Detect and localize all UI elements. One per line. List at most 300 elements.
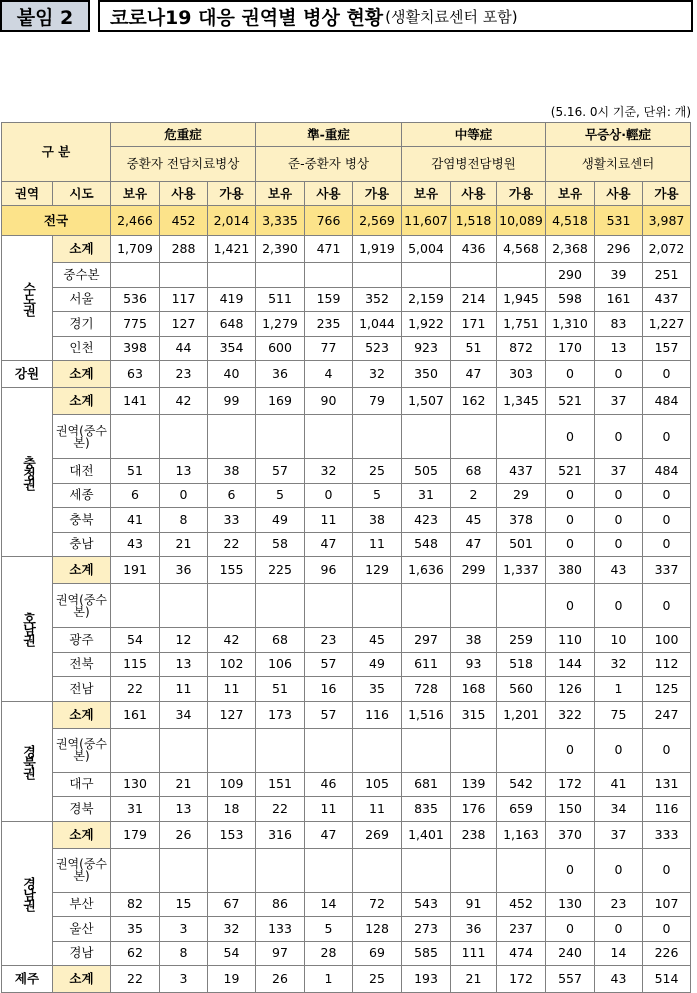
table-cell: 31 [402,483,451,508]
table-cell: 378 [497,508,546,533]
table-cell: 40 [208,361,256,388]
table-cell: 6 [208,483,256,508]
table-cell: 0 [643,917,691,942]
sido-label: 세종 [53,483,111,508]
table-cell [497,848,546,892]
facility-header: 감염병전담병원 [402,147,546,182]
table-cell [451,848,497,892]
table-cell: 57 [305,652,353,677]
table-cell: 23 [595,892,643,917]
table-cell: 49 [353,652,402,677]
subtotal-row [2,701,691,728]
table-cell: 316 [256,821,305,848]
title-box [98,0,693,32]
table-row [2,415,691,459]
table-cell: 337 [643,557,691,584]
table-cell [160,415,208,459]
table-cell [160,584,208,628]
table-cell: 90 [305,388,353,415]
table-cell: 333 [643,821,691,848]
metric-header: 사용 [451,182,497,206]
table-cell: 16 [305,677,353,702]
table-cell: 2,390 [256,236,305,263]
table-cell: 22 [208,532,256,557]
table-cell [111,415,160,459]
table-cell: 151 [256,772,305,797]
table-cell: 179 [111,821,160,848]
table-cell: 1,919 [353,236,402,263]
sido-label: 부산 [53,892,111,917]
table-cell: 47 [451,532,497,557]
table-row [2,459,691,484]
table-cell: 484 [643,388,691,415]
table-cell: 10 [595,628,643,653]
table-cell: 21 [160,772,208,797]
table-cell: 3,987 [643,206,691,236]
table-cell [111,263,160,288]
table-cell: 116 [353,701,402,728]
table-row [2,797,691,822]
table-cell: 531 [595,206,643,236]
table-cell: 139 [451,772,497,797]
table-cell: 0 [595,508,643,533]
table-cell: 11 [208,677,256,702]
table-cell: 129 [353,557,402,584]
table-cell [451,728,497,772]
table-cell: 299 [451,557,497,584]
table-cell: 47 [305,821,353,848]
table-cell: 1,337 [497,557,546,584]
table-cell: 728 [402,677,451,702]
metric-header: 가용 [497,182,546,206]
table-cell: 115 [111,652,160,677]
table-cell: 0 [595,361,643,388]
table-cell: 155 [208,557,256,584]
table-cell: 370 [546,821,595,848]
table-cell: 523 [353,336,402,361]
region-label: 제주 [2,966,53,993]
facility-header: 준-중환자 병상 [256,147,402,182]
table-cell [353,584,402,628]
table-cell: 4,568 [497,236,546,263]
table-cell: 380 [546,557,595,584]
table-cell: 63 [111,361,160,388]
table-cell: 12 [160,628,208,653]
table-cell: 0 [546,483,595,508]
table-cell: 0 [643,584,691,628]
attachment-label: 붙임 2 [16,6,74,29]
table-cell: 0 [546,415,595,459]
table-cell: 611 [402,652,451,677]
table-cell: 297 [402,628,451,653]
table-cell: 0 [595,532,643,557]
facility-header: 생활치료센터 [546,147,691,182]
table-cell: 38 [208,459,256,484]
bed-status-table [1,122,691,993]
table-cell: 131 [643,772,691,797]
table-cell: 193 [402,966,451,993]
table-cell: 766 [305,206,353,236]
region-label: 경남권 [2,821,53,966]
page-title: 코로나19 대응 권역별 병상 현황 [110,6,384,29]
table-row [2,584,691,628]
table-cell: 2,569 [353,206,402,236]
region-label: 충청권 [2,388,53,557]
table-cell: 25 [353,966,402,993]
table-cell: 51 [256,677,305,702]
table-cell: 36 [451,917,497,942]
table-cell: 1,507 [402,388,451,415]
table-cell [451,415,497,459]
table-cell: 1,751 [497,312,546,337]
table-cell: 99 [208,388,256,415]
table-cell: 36 [160,557,208,584]
table-cell: 43 [595,557,643,584]
table-cell [160,263,208,288]
table-cell: 681 [402,772,451,797]
table-cell [497,415,546,459]
table-cell: 25 [353,459,402,484]
table-cell: 127 [208,701,256,728]
table-cell: 32 [305,459,353,484]
table-cell: 91 [451,892,497,917]
table-cell [305,263,353,288]
table-cell [208,848,256,892]
table-cell: 0 [546,532,595,557]
region-label: 호남권 [2,557,53,702]
table-cell [402,584,451,628]
table-cell: 0 [643,483,691,508]
table-cell: 0 [595,483,643,508]
national-row [2,206,691,236]
table-cell: 5 [305,917,353,942]
table-cell: 144 [546,652,595,677]
attachment-tag [0,0,90,32]
table-cell: 32 [595,652,643,677]
table-cell: 398 [111,336,160,361]
table-cell: 54 [111,628,160,653]
table-cell [353,728,402,772]
table-row [2,312,691,337]
table-cell: 34 [595,797,643,822]
table-cell: 41 [111,508,160,533]
facility-header: 중환자 전담치료병상 [111,147,256,182]
table-cell [160,728,208,772]
table-cell: 0 [546,361,595,388]
table-cell [402,848,451,892]
table-cell: 57 [305,701,353,728]
table-cell: 1,163 [497,821,546,848]
table-cell: 11 [305,797,353,822]
table-cell: 0 [643,415,691,459]
table-cell: 57 [256,459,305,484]
table-cell: 2,159 [402,287,451,312]
table-cell: 13 [160,797,208,822]
table-cell: 68 [451,459,497,484]
table-cell: 251 [643,263,691,288]
table-cell: 2,466 [111,206,160,236]
table-cell: 109 [208,772,256,797]
table-cell: 0 [595,584,643,628]
table-cell: 259 [497,628,546,653]
table-cell: 168 [451,677,497,702]
table-cell [305,584,353,628]
metric-header: 사용 [595,182,643,206]
table-cell: 47 [305,532,353,557]
table-cell: 1,516 [402,701,451,728]
table-cell: 127 [160,312,208,337]
metric-header: 보유 [546,182,595,206]
table-cell [353,848,402,892]
table-cell: 436 [451,236,497,263]
table-cell [111,728,160,772]
table-cell: 5 [353,483,402,508]
table-cell: 169 [256,388,305,415]
table-cell [256,263,305,288]
table-cell: 112 [643,652,691,677]
table-cell [497,584,546,628]
region-label: 강원 [2,361,53,388]
table-cell: 585 [402,941,451,966]
table-cell: 161 [111,701,160,728]
table-cell: 13 [160,652,208,677]
table-cell: 247 [643,701,691,728]
table-cell: 8 [160,508,208,533]
table-cell: 514 [643,966,691,993]
metric-header: 사용 [160,182,208,206]
table-cell: 162 [451,388,497,415]
table-cell: 303 [497,361,546,388]
table-cell: 2 [451,483,497,508]
table-cell: 44 [160,336,208,361]
table-cell: 0 [546,917,595,942]
table-row [2,508,691,533]
table-cell: 288 [160,236,208,263]
table-cell: 0 [546,728,595,772]
table-cell: 38 [451,628,497,653]
table-cell: 11,607 [402,206,451,236]
table-cell [305,848,353,892]
table-cell: 14 [305,892,353,917]
group-name-header: 危重症 [111,123,256,147]
table-cell [305,415,353,459]
table-cell: 37 [595,388,643,415]
table-cell: 110 [546,628,595,653]
sido-label: 광주 [53,628,111,653]
table-cell: 3,335 [256,206,305,236]
table-cell: 214 [451,287,497,312]
table-cell: 22 [111,677,160,702]
table-cell [208,263,256,288]
subtotal-row [2,361,691,388]
sido-label: 인천 [53,336,111,361]
table-cell: 648 [208,312,256,337]
metric-header: 사용 [305,182,353,206]
table-row [2,941,691,966]
table-cell: 26 [256,966,305,993]
table-cell: 1 [305,966,353,993]
table-cell [353,415,402,459]
sido-label: 울산 [53,917,111,942]
table-cell: 159 [305,287,353,312]
table-cell: 1,310 [546,312,595,337]
metric-header: 가용 [643,182,691,206]
table-cell: 43 [111,532,160,557]
sido-label: 충북 [53,508,111,533]
sido-label: 권역(중수본) [53,584,111,628]
table-cell: 111 [451,941,497,966]
table-cell: 501 [497,532,546,557]
table-cell: 21 [451,966,497,993]
table-cell [353,263,402,288]
table-row [2,263,691,288]
table-cell: 97 [256,941,305,966]
table-cell [305,728,353,772]
table-cell: 0 [595,917,643,942]
sido-label: 경기 [53,312,111,337]
table-cell: 171 [451,312,497,337]
table-cell: 0 [595,415,643,459]
header-row-groups [2,123,691,147]
table-cell: 26 [160,821,208,848]
table-cell: 14 [595,941,643,966]
sido-label: 소계 [53,701,111,728]
table-cell: 290 [546,263,595,288]
as-of-note: (5.16. 0시 기준, 단위: 개) [550,105,691,119]
table-row [2,677,691,702]
table-cell: 350 [402,361,451,388]
sido-label: 중수본 [53,263,111,288]
table-cell: 419 [208,287,256,312]
header-row-metrics [2,182,691,206]
table-cell: 238 [451,821,497,848]
table-cell: 484 [643,459,691,484]
region-label: 경북권 [2,701,53,821]
table-cell: 598 [546,287,595,312]
table-cell [208,728,256,772]
table-cell: 536 [111,287,160,312]
table-row [2,772,691,797]
national-label: 전국 [2,206,111,236]
table-cell: 43 [595,966,643,993]
table-cell: 0 [160,483,208,508]
sido-label: 권역(중수본) [53,728,111,772]
table-cell [160,848,208,892]
table-cell: 69 [353,941,402,966]
table-cell: 100 [643,628,691,653]
table-cell: 39 [595,263,643,288]
table-cell: 6 [111,483,160,508]
table-cell: 29 [497,483,546,508]
table-cell: 35 [353,677,402,702]
table-cell: 21 [160,532,208,557]
table-row [2,728,691,772]
table-cell: 1,279 [256,312,305,337]
table-cell: 1,401 [402,821,451,848]
table-cell: 511 [256,287,305,312]
table-cell: 157 [643,336,691,361]
table-cell: 93 [451,652,497,677]
region-label: 수도권 [2,236,53,361]
table-cell: 19 [208,966,256,993]
table-cell: 452 [160,206,208,236]
table-cell: 141 [111,388,160,415]
table-cell: 23 [160,361,208,388]
table-cell: 130 [111,772,160,797]
table-cell: 75 [595,701,643,728]
table-cell: 354 [208,336,256,361]
table-cell: 1,345 [497,388,546,415]
table-row [2,532,691,557]
table-cell: 2,072 [643,236,691,263]
table-cell: 126 [546,677,595,702]
table-cell: 521 [546,459,595,484]
table-cell: 102 [208,652,256,677]
table-cell: 32 [353,361,402,388]
table-cell: 45 [353,628,402,653]
table-cell: 0 [643,508,691,533]
table-cell: 18 [208,797,256,822]
table-cell: 58 [256,532,305,557]
metric-header: 보유 [402,182,451,206]
table-cell: 835 [402,797,451,822]
table-cell: 11 [160,677,208,702]
table-cell [451,263,497,288]
table-cell: 0 [595,728,643,772]
table-cell: 226 [643,941,691,966]
table-cell: 1,044 [353,312,402,337]
sido-label: 소계 [53,236,111,263]
table-cell: 543 [402,892,451,917]
table-cell: 0 [546,508,595,533]
table-cell: 1,421 [208,236,256,263]
table-cell: 161 [595,287,643,312]
subtotal-row [2,236,691,263]
table-cell: 437 [643,287,691,312]
table-cell: 172 [497,966,546,993]
table-cell: 176 [451,797,497,822]
table-cell [402,263,451,288]
table-row [2,848,691,892]
table-cell: 659 [497,797,546,822]
table-row [2,892,691,917]
subtotal-row [2,557,691,584]
table-cell: 13 [595,336,643,361]
table-cell: 107 [643,892,691,917]
table-cell: 322 [546,701,595,728]
table-cell: 33 [208,508,256,533]
sido-label: 충남 [53,532,111,557]
table-cell [497,728,546,772]
table-cell: 117 [160,287,208,312]
table-cell: 0 [643,728,691,772]
table-cell: 38 [353,508,402,533]
table-cell [111,584,160,628]
table-cell: 49 [256,508,305,533]
table-cell: 51 [111,459,160,484]
table-cell: 125 [643,677,691,702]
metric-header: 가용 [208,182,256,206]
table-cell: 10,089 [497,206,546,236]
table-cell: 1 [595,677,643,702]
table-cell: 23 [305,628,353,653]
sido-label: 대구 [53,772,111,797]
sido-label: 소계 [53,966,111,993]
table-cell: 1,201 [497,701,546,728]
sido-label: 소계 [53,821,111,848]
sido-label: 소계 [53,361,111,388]
table-cell: 191 [111,557,160,584]
